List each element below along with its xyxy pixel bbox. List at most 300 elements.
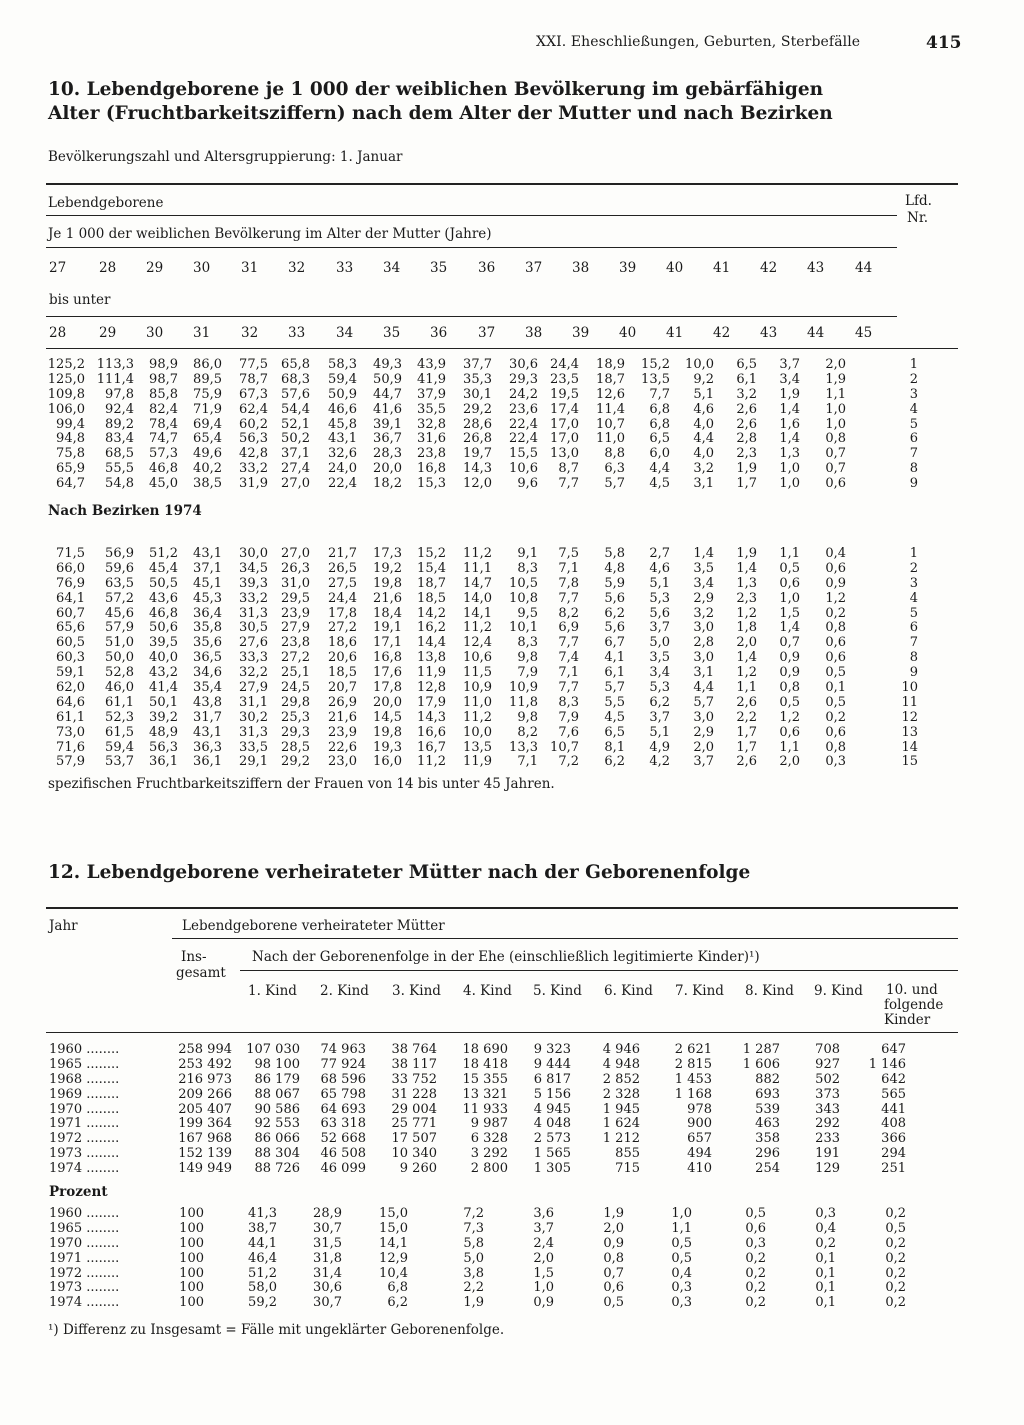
table-cell: 29,5 [281,590,310,606]
table-cell: 20,0 [373,461,402,477]
table-cell: 10,4 [379,1265,408,1281]
year-cell: 1974 ........ [49,1161,120,1177]
table-cell: 30,5 [239,620,268,636]
table-cell: 1 606 [742,1056,780,1072]
table12-kind-header-1: 1. Kind [248,983,297,999]
table-cell: 1,3 [736,575,757,591]
table-cell: 9 323 [533,1042,571,1057]
table-cell: 44,1 [248,1235,277,1251]
table-row [0,1252,960,1267]
table-cell: 11,9 [463,754,492,770]
table-cell: 33,3 [239,650,268,666]
table-cell: 441 [881,1101,906,1117]
table-cell: 5,9 [604,575,625,591]
table12-header-ins: Ins- [181,949,207,965]
table-cell: 56,9 [105,546,134,561]
table-cell: 4,9 [649,739,670,755]
table-cell: 4,0 [693,416,714,432]
table-cell: 3,8 [463,1265,484,1281]
lfd-nr-cell: 7 [909,635,918,651]
table-cell: 17,0 [550,416,579,432]
table-cell: 25,1 [281,665,310,681]
table-cell: 10,8 [509,590,538,606]
table-cell: 40,2 [193,461,222,477]
table-cell: 0,6 [825,635,846,651]
table-cell: 54,4 [281,401,310,417]
table-cell: 4 946 [602,1042,640,1057]
table-cell: 75,9 [193,386,222,402]
table-cell: 30,2 [239,709,268,725]
table-cell: 647 [881,1042,906,1057]
table-cell: 216 973 [178,1071,232,1087]
table-cell: 2,9 [693,724,714,740]
table-cell: 1,1 [825,386,846,402]
table-row [0,1058,960,1073]
table-cell: 1,8 [736,620,757,636]
table12-header-jahr: Jahr [49,918,78,934]
table-cell: 6,8 [387,1280,408,1296]
table12-title: 12. Lebendgeborene verheirateter Mütter nach der Geborenenfolge [48,862,751,883]
table-cell: 65,6 [56,620,85,636]
table12-absolute-block [0,1043,960,1177]
lfd-nr-cell: 1 [909,546,918,561]
table-cell: 0,8 [825,739,846,755]
table-cell: 7,1 [558,560,579,576]
table-cell: 8,3 [558,694,579,710]
table-cell: 19,2 [373,560,402,576]
table-cell: 36,4 [193,605,222,621]
table-cell: 2,0 [779,754,800,770]
age-from-12: 39 [619,260,637,276]
table-cell: 64,6 [56,694,85,710]
table-cell: 30,6 [313,1280,342,1296]
age-from-3: 30 [193,260,211,276]
table-cell: 0,6 [779,575,800,591]
table-cell: 191 [815,1146,840,1162]
table-cell: 100 [179,1265,204,1281]
table-cell: 29 004 [391,1101,437,1117]
table-cell: 9 444 [533,1056,571,1072]
table-cell: 5,1 [649,724,670,740]
table-row [0,741,960,756]
table-cell: 19,7 [463,446,492,462]
table-cell: 6,1 [736,371,757,387]
lfd-nr-cell: 8 [909,461,918,477]
table10-rule-1 [46,215,897,216]
table-cell: 31,4 [313,1265,342,1281]
table-cell: 4,8 [604,560,625,576]
table-cell: 565 [881,1086,906,1102]
table-cell: 10,0 [685,357,714,372]
age-from-16: 43 [807,260,825,276]
table-cell: 37,1 [193,560,222,576]
table-row [0,1088,960,1103]
table-cell: 2,0 [533,1250,554,1266]
table-cell: 88 067 [254,1086,300,1102]
lfd-nr-cell: 8 [909,650,918,666]
table12-header-gesamt: gesamt [176,965,226,981]
table-row [0,1162,960,1177]
table-cell: 233 [815,1131,840,1147]
table-cell: 53,7 [105,754,134,770]
table-cell: 0,8 [825,620,846,636]
table-cell: 29,1 [239,754,268,770]
table-cell: 86,0 [193,357,222,372]
table-row [0,1281,960,1296]
table-cell: 1,0 [533,1280,554,1296]
table-cell: 43,1 [328,431,357,447]
table-cell: 3,6 [533,1206,554,1221]
year-cell: 1960 ........ [49,1206,120,1221]
table-cell: 50,9 [373,371,402,387]
table-cell: 0,3 [745,1235,766,1251]
table-cell: 18,2 [373,476,402,492]
table-row [0,607,960,622]
table-cell: 17,8 [328,605,357,621]
table-row [0,1207,960,1222]
table-cell: 64 693 [320,1101,366,1117]
page-number: 415 [926,33,962,53]
table-cell: 1 305 [533,1161,571,1177]
year-cell: 1971 ........ [49,1250,120,1266]
table-cell: 22,4 [509,431,538,447]
age-from-7: 34 [383,260,401,276]
table-cell: 1,1 [779,546,800,561]
table-cell: 31,0 [281,575,310,591]
table-cell: 4,5 [649,476,670,492]
table12-header-10-3: Kinder [884,1012,931,1028]
table-cell: 2,0 [736,635,757,651]
age-to-9: 37 [478,325,496,341]
table-cell: 14,2 [417,605,446,621]
table-cell: 1 565 [533,1146,571,1162]
table-cell: 4,4 [649,461,670,477]
age-to-1: 29 [99,325,117,341]
table10-header-lfd: Lfd. [905,193,932,209]
table-cell: 0,2 [815,1235,836,1251]
table-cell: 7,7 [558,476,579,492]
table-cell: 0,4 [825,546,846,561]
age-to-16: 44 [807,325,825,341]
table-cell: 7,2 [463,1206,484,1221]
table-cell: 17,6 [373,665,402,681]
table-cell: 3,7 [533,1220,554,1236]
table-cell: 88 304 [254,1146,300,1162]
table-cell: 11,2 [463,546,492,561]
table-cell: 0,6 [779,724,800,740]
table-cell: 57,6 [281,386,310,402]
table-cell: 358 [755,1131,780,1147]
table-cell: 100 [179,1250,204,1266]
table-cell: 2,2 [736,709,757,725]
table-cell: 18,7 [417,575,446,591]
table-cell: 29,8 [281,694,310,710]
table-cell: 494 [687,1146,712,1162]
table-cell: 11,9 [417,665,446,681]
table-cell: 15,4 [417,560,446,576]
table-cell: 0,5 [779,694,800,710]
lfd-nr-cell: 3 [909,386,918,402]
table-cell: 2,2 [463,1280,484,1296]
table-cell: 3,4 [649,665,670,681]
table-cell: 4,4 [693,680,714,696]
table-cell: 61,5 [105,724,134,740]
table-cell: 0,4 [815,1220,836,1236]
table-cell: 11 933 [462,1101,508,1117]
table-cell: 5,6 [649,605,670,621]
table-cell: 39,3 [239,575,268,591]
table-cell: 109,8 [47,386,85,402]
year-cell: 1965 ........ [49,1220,120,1236]
table-cell: 0,5 [745,1206,766,1221]
table-cell: 14,0 [463,590,492,606]
table-cell: 38 764 [391,1042,437,1057]
table10-bezirke-label: Nach Bezirken 1974 [48,503,202,519]
table-cell: 7,3 [463,1220,484,1236]
table-cell: 50,6 [149,620,178,636]
table-cell: 927 [815,1056,840,1072]
table-cell: 18,4 [373,605,402,621]
table-cell: 60,3 [56,650,85,666]
table-cell: 0,6 [745,1220,766,1236]
table-cell: 61,1 [56,709,85,725]
table-cell: 292 [815,1116,840,1132]
table-cell: 13,8 [417,650,446,666]
table-cell: 46 508 [320,1146,366,1162]
table-cell: 4,6 [693,401,714,417]
table-cell: 15,2 [417,546,446,561]
age-to-12: 40 [619,325,637,341]
table-cell: 900 [687,1116,712,1132]
table-cell: 1,0 [779,590,800,606]
table-cell: 14,3 [417,709,446,725]
table-cell: 64,7 [56,476,85,492]
table-row [0,577,960,592]
table-cell: 36,3 [193,739,222,755]
table-cell: 0,6 [825,560,846,576]
table-cell: 1,4 [779,620,800,636]
table-cell: 2,0 [603,1220,624,1236]
table-cell: 113,3 [96,357,134,372]
table-cell: 88 726 [254,1161,300,1177]
table-cell: 1,0 [671,1206,692,1221]
age-from-2: 29 [146,260,164,276]
table-cell: 2,6 [736,416,757,432]
table-cell: 60,2 [239,416,268,432]
table-cell: 0,9 [779,665,800,681]
table-cell: 12,4 [463,635,492,651]
table-cell: 30,1 [463,386,492,402]
table-cell: 27,5 [328,575,357,591]
table-cell: 205 407 [178,1101,232,1117]
table-cell: 19,8 [373,724,402,740]
table-cell: 2,6 [736,754,757,770]
table-cell: 68,5 [105,446,134,462]
table-cell: 64,1 [56,590,85,606]
table-cell: 6,9 [558,620,579,636]
table-cell: 3,7 [779,357,800,372]
table-cell: 82,4 [149,401,178,417]
lfd-nr-cell: 9 [909,665,918,681]
lfd-nr-cell: 6 [909,431,918,447]
age-to-13: 41 [666,325,684,341]
table-cell: 4 948 [602,1056,640,1072]
table-cell: 1,4 [693,546,714,561]
table-row [0,755,960,770]
table-cell: 3,2 [693,461,714,477]
table-cell: 58,3 [328,357,357,372]
table-cell: 10,0 [463,724,492,740]
table-cell: 2,4 [533,1235,554,1251]
table-cell: 1,6 [779,416,800,432]
table-cell: 50,2 [281,431,310,447]
table-cell: 98 100 [254,1056,300,1072]
table-cell: 100 [179,1220,204,1236]
table-cell: 31,8 [313,1250,342,1266]
table-cell: 37,9 [417,386,446,402]
table-cell: 59,6 [105,560,134,576]
table-cell: 33,2 [239,461,268,477]
table-cell: 410 [687,1161,712,1177]
table-row [0,1043,960,1058]
lfd-nr-cell: 2 [909,371,918,387]
table-cell: 11,0 [463,694,492,710]
table-cell: 20,7 [328,680,357,696]
table-cell: 40,0 [149,650,178,666]
table-cell: 85,8 [149,386,178,402]
table-row [0,1073,960,1088]
table-cell: 7,8 [558,575,579,591]
table-cell: 100 [179,1235,204,1251]
table-row [0,1222,960,1237]
table-cell: 1,9 [825,371,846,387]
table-cell: 258 994 [178,1042,232,1057]
table-cell: 21,7 [328,546,357,561]
running-head: XXI. Eheschließungen, Geburten, Sterbefälle [536,34,861,50]
table-cell: 13,3 [509,739,538,755]
table-cell: 30,6 [509,357,538,372]
table-cell: 14,3 [463,461,492,477]
table-cell: 11,1 [463,560,492,576]
table-cell: 0,1 [815,1280,836,1296]
table-cell: 35,6 [193,635,222,651]
table-cell: 26,3 [281,560,310,576]
table-cell: 28,5 [281,739,310,755]
table-row [0,358,960,373]
table-cell: 1,2 [736,665,757,681]
table-cell: 29,2 [463,401,492,417]
lfd-nr-cell: 10 [901,680,918,696]
table10-header-lebendgeborene: Lebendgeborene [48,195,164,211]
lfd-nr-cell: 2 [909,560,918,576]
table-cell: 51,0 [105,635,134,651]
table-cell: 19,8 [373,575,402,591]
table-cell: 17,1 [373,635,402,651]
table-cell: 33,5 [239,739,268,755]
year-cell: 1972 ........ [49,1265,120,1281]
table-row [0,651,960,666]
table12-top-rule [46,907,958,909]
table-cell: 59,4 [105,739,134,755]
table-cell: 45,3 [193,590,222,606]
table-cell: 343 [815,1101,840,1117]
table-cell: 20,0 [373,694,402,710]
table-cell: 16,8 [417,461,446,477]
table-cell: 66,0 [56,560,85,576]
table-cell: 25 771 [391,1116,437,1132]
table-cell: 8,8 [604,446,625,462]
table-cell: 366 [881,1131,906,1147]
table-cell: 4,4 [693,431,714,447]
table-cell: 2,7 [649,546,670,561]
table-cell: 52 668 [320,1131,366,1147]
table-cell: 0,1 [815,1250,836,1266]
table-cell: 0,2 [885,1295,906,1311]
table-cell: 24,4 [328,590,357,606]
table-cell: 2,8 [736,431,757,447]
table-cell: 539 [755,1101,780,1117]
table-cell: 3,2 [736,386,757,402]
table-cell: 3,1 [693,665,714,681]
table-row [0,562,960,577]
table-cell: 68 596 [320,1071,366,1087]
table-cell: 92 553 [254,1116,300,1132]
table-cell: 50,0 [105,650,134,666]
table-cell: 49,6 [193,446,222,462]
table-cell: 1 168 [674,1086,712,1102]
table-cell: 1,1 [671,1220,692,1236]
table-cell: 29,2 [281,754,310,770]
table-cell: 15 355 [462,1071,508,1087]
table-cell: 0,8 [779,680,800,696]
table-cell: 24,2 [509,386,538,402]
lfd-nr-cell: 5 [909,605,918,621]
age-from-1: 28 [99,260,117,276]
table12-kind-header-7: 7. Kind [675,983,724,999]
table-cell: 0,3 [815,1206,836,1221]
table-cell: 14,7 [463,575,492,591]
table-cell: 0,2 [885,1250,906,1266]
table-cell: 167 968 [178,1131,232,1147]
table-cell: 15,0 [379,1206,408,1221]
table-cell: 43,6 [149,590,178,606]
table-cell: 199 364 [178,1116,232,1132]
table-cell: 71,9 [193,401,222,417]
table-cell: 28,3 [373,446,402,462]
table-cell: 7,7 [558,680,579,696]
table-cell: 0,5 [825,665,846,681]
table-cell: 0,9 [533,1295,554,1311]
table10-title: 10. Lebendgeborene je 1 000 der weiblichen Bevölkerung im gebärfähigen Alter (Fruchtbarkeitsziffern) nach dem Alter der Mutter und nach Bezirken [48,79,833,124]
table-cell: 16,2 [417,620,446,636]
table-cell: 9,5 [517,605,538,621]
table10-footnote: spezifischen Fruchtbarkeitsziffern der Frauen von 14 bis unter 45 Jahren. [48,776,555,792]
table-cell: 1,1 [779,739,800,755]
year-cell: 1960 ........ [49,1042,120,1057]
table-cell: 5,7 [604,476,625,492]
table-cell: 6,1 [604,665,625,681]
table-row [0,621,960,636]
table-cell: 30,0 [239,546,268,561]
table-row [0,1237,960,1252]
table-cell: 15,5 [509,446,538,462]
lfd-nr-cell: 9 [909,476,918,492]
table-cell: 46,8 [149,605,178,621]
table-cell: 18,9 [596,357,625,372]
lfd-nr-cell: 1 [909,357,918,372]
table-cell: 17,9 [417,694,446,710]
age-to-15: 43 [760,325,778,341]
